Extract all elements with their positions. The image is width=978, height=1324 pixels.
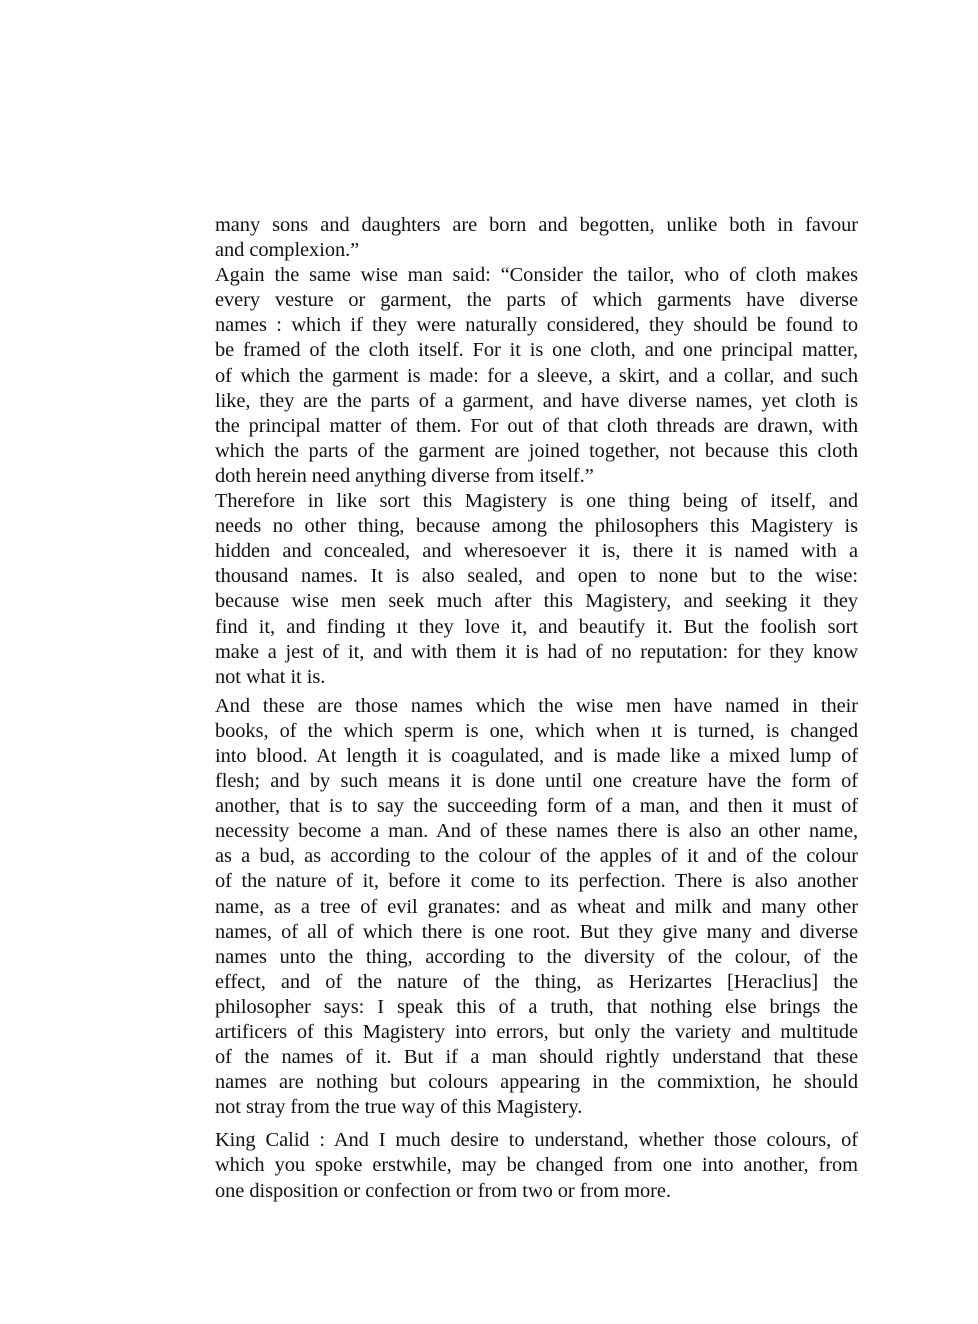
text-line: artificers of this Magistery into errors, but only the variety and multitude (215, 1021, 858, 1043)
text-line: another, that is to say the succeeding form of a man, and then it must of (215, 795, 858, 818)
text-line: necessity become a man. And of these names there is also an other name, (215, 820, 858, 843)
text-line: Therefore in like sort this Magistery is one thing being of itself, and (215, 490, 858, 513)
text-line: philosopher says: I speak this of a truth, that nothing else brings the (215, 995, 858, 1018)
text-line: names : which if they were naturally considered, they should be found to (215, 314, 858, 337)
text-line: many sons and daughters are born and begotten, unlike both in favour (215, 214, 858, 236)
text-line: names unto the thing, according to the diversity of the colour, of the (215, 945, 858, 968)
text-line: make a jest of it, and with them it is had of no reputation: for they know (215, 640, 858, 663)
text-line: hidden and concealed, and wheresoever it is, there it is named with a (215, 540, 858, 563)
text-line: of the nature of it, before it come to its perfection. There is also another (215, 870, 858, 893)
text-line: Again the same wise man said: “Consider the tailor, who of cloth makes (215, 264, 858, 287)
text-line: into blood. At length it is coagulated, and is made like a mixed lump of (215, 744, 858, 767)
text-line: And these are those names which the wise men have named in their (215, 694, 858, 717)
paragraph-continuation (215, 213, 858, 263)
text-line: like, they are the parts of a garment, and have diverse names, yet cloth is (215, 389, 858, 412)
paragraph-magistery (215, 489, 858, 690)
text-line: every vesture or garment, the parts of which garments have diverse (215, 289, 858, 312)
text-line: doth herein need anything diverse from itself.” (215, 464, 594, 487)
text-line: flesh; and by such means it is done until one creature have the form of (215, 770, 858, 793)
text-line: be framed of the cloth itself. For it is one cloth, and one principal matter, (215, 339, 858, 362)
text-line: names are nothing but colours appearing in the commixtion, he should (215, 1071, 858, 1094)
text-line: needs no other thing, because among the philosophers this Magistery is (215, 515, 858, 538)
text-line: which you spoke erstwhile, may be changed from one into another, from (215, 1154, 858, 1177)
text-line: of the names of it. But if a man should rightly understand that these (215, 1046, 858, 1069)
document-page (215, 213, 858, 1204)
text-line: the principal matter of them. For out of that cloth threads are drawn, with (215, 414, 858, 437)
text-line: not what it is. (215, 665, 326, 688)
text-line: because wise men seek much after this Magistery, and seeking it they (215, 590, 858, 613)
text-line: find it, and finding ıt they love it, and beautify it. But the foolish sort (215, 615, 858, 638)
text-line: not stray from the true way of this Magistery. (215, 1096, 583, 1119)
text-line: books, of the which sperm is one, which when ıt is turned, is changed (215, 719, 858, 742)
text-line: and complexion.” (215, 239, 360, 262)
paragraph-tailor (215, 263, 858, 489)
text-line: of which the garment is made: for a sleeve, a skirt, and a collar, and such (215, 364, 858, 387)
text-line: effect, and of the nature of the thing, as Herizartes [Heraclius] the (215, 970, 858, 993)
paragraph-king-calid (215, 1128, 858, 1203)
paragraph-names (215, 694, 858, 1121)
text-line: name, as a tree of evil granates: and as wheat and milk and many other (215, 895, 858, 918)
text-line: as a bud, as according to the colour of the apples of it and of the colour (215, 845, 858, 868)
text-line: names, of all of which there is one root. But they give many and diverse (215, 920, 858, 943)
text-line: thousand names. It is also sealed, and open to none but to the wise: (215, 565, 858, 588)
text-line: which the parts of the garment are joined together, not because this cloth (215, 439, 858, 462)
text-line: King Calid : And I much desire to understand, whether those colours, of (215, 1129, 858, 1152)
text-line: one disposition or confection or from two or from more. (215, 1179, 671, 1202)
